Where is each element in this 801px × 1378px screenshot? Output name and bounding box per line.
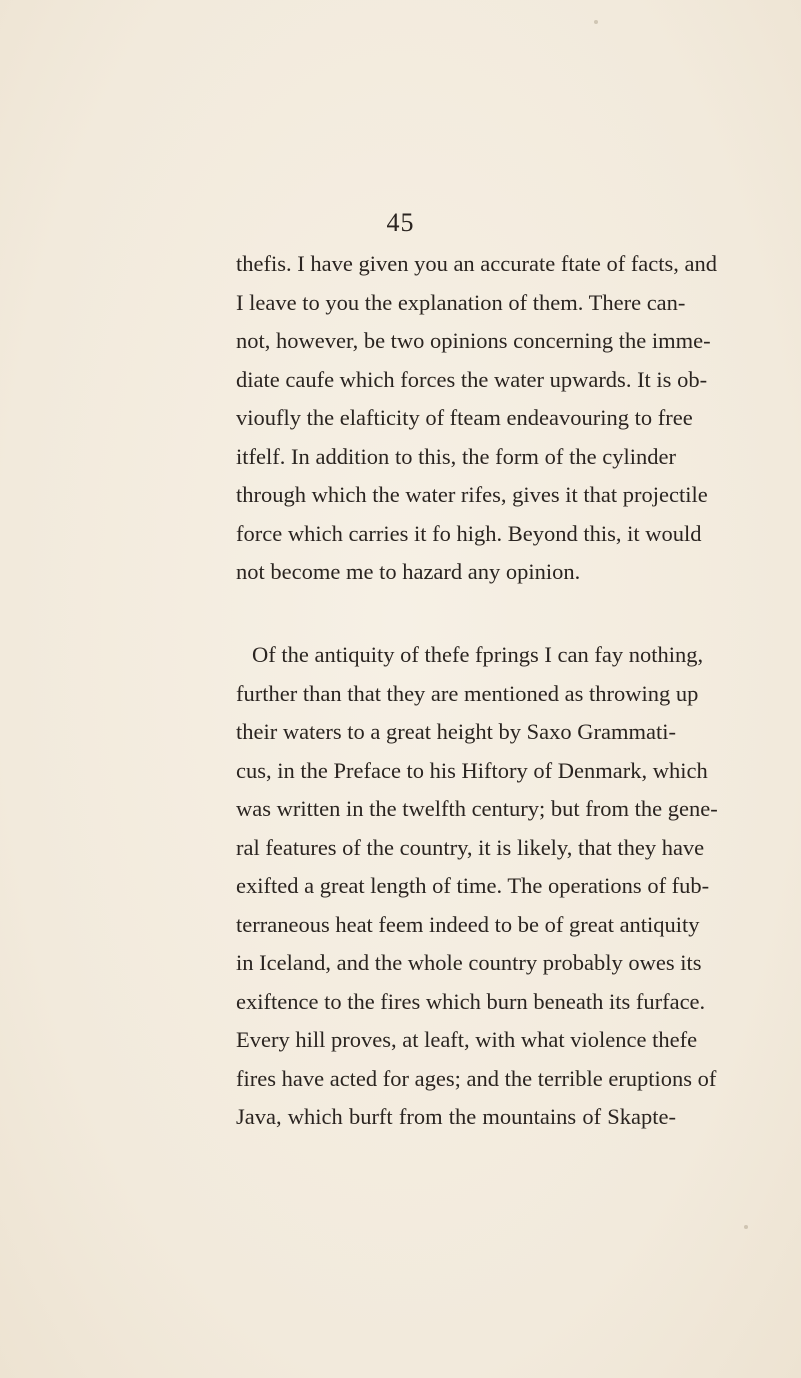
- text-line: I leave to you the explanation of them. There can-: [236, 289, 686, 315]
- text-line: cus, in the Preface to his Hiftory of Denmark, which: [236, 757, 708, 783]
- text-line: vioufly the elafticity of fteam endeavouring to free: [236, 405, 693, 430]
- text-line: through which the water rifes, gives it that projectile: [236, 482, 708, 507]
- paragraph-2: [236, 636, 718, 1137]
- text-line: force which carries it fo high. Beyond this, it would: [236, 520, 702, 546]
- paragraph-1: [236, 245, 718, 592]
- text-line: not become me to hazard any opinion.: [236, 559, 581, 584]
- text-line: thefis. I have given you an accurate ftate of facts, and: [236, 251, 718, 276]
- text-line: itfelf. In addition to this, the form of the cylinder: [236, 443, 676, 469]
- text-line: Of the antiquity of thefe fprings I can fay nothing,: [252, 642, 704, 667]
- text-line: terraneous heat feem indeed to be of great antiquity: [236, 911, 700, 937]
- paper-speck: [594, 20, 598, 24]
- page-number: 45: [386, 208, 415, 237]
- text-line: Every hill proves, at leaft, with what violence thefe: [236, 1027, 698, 1052]
- text-line: exifted a great length of time. The operations of fub-: [236, 873, 710, 898]
- text-line: exiftence to the fires which burn beneath its furface.: [236, 988, 706, 1014]
- text-line: not, however, be two opinions concerning the imme-: [236, 328, 711, 353]
- text-line: in Iceland, and the whole country probably owes its: [236, 950, 702, 975]
- text-line: diate caufe which forces the water upwards. It is ob-: [236, 366, 708, 392]
- text-line: their waters to a great height by Saxo Grammati-: [236, 719, 676, 744]
- paper-speck: [744, 1225, 748, 1229]
- text-line: was written in the twelfth century; but from the gene-: [236, 796, 718, 821]
- text-line: further than that they are mentioned as throwing up: [236, 680, 699, 706]
- text-line: fires have acted for ages; and the terrible eruptions of: [236, 1065, 717, 1091]
- text-line: ral features of the country, it is likely, that they have: [236, 834, 705, 860]
- text-line: Java, which burft from the mountains of Skapte-: [236, 1104, 676, 1129]
